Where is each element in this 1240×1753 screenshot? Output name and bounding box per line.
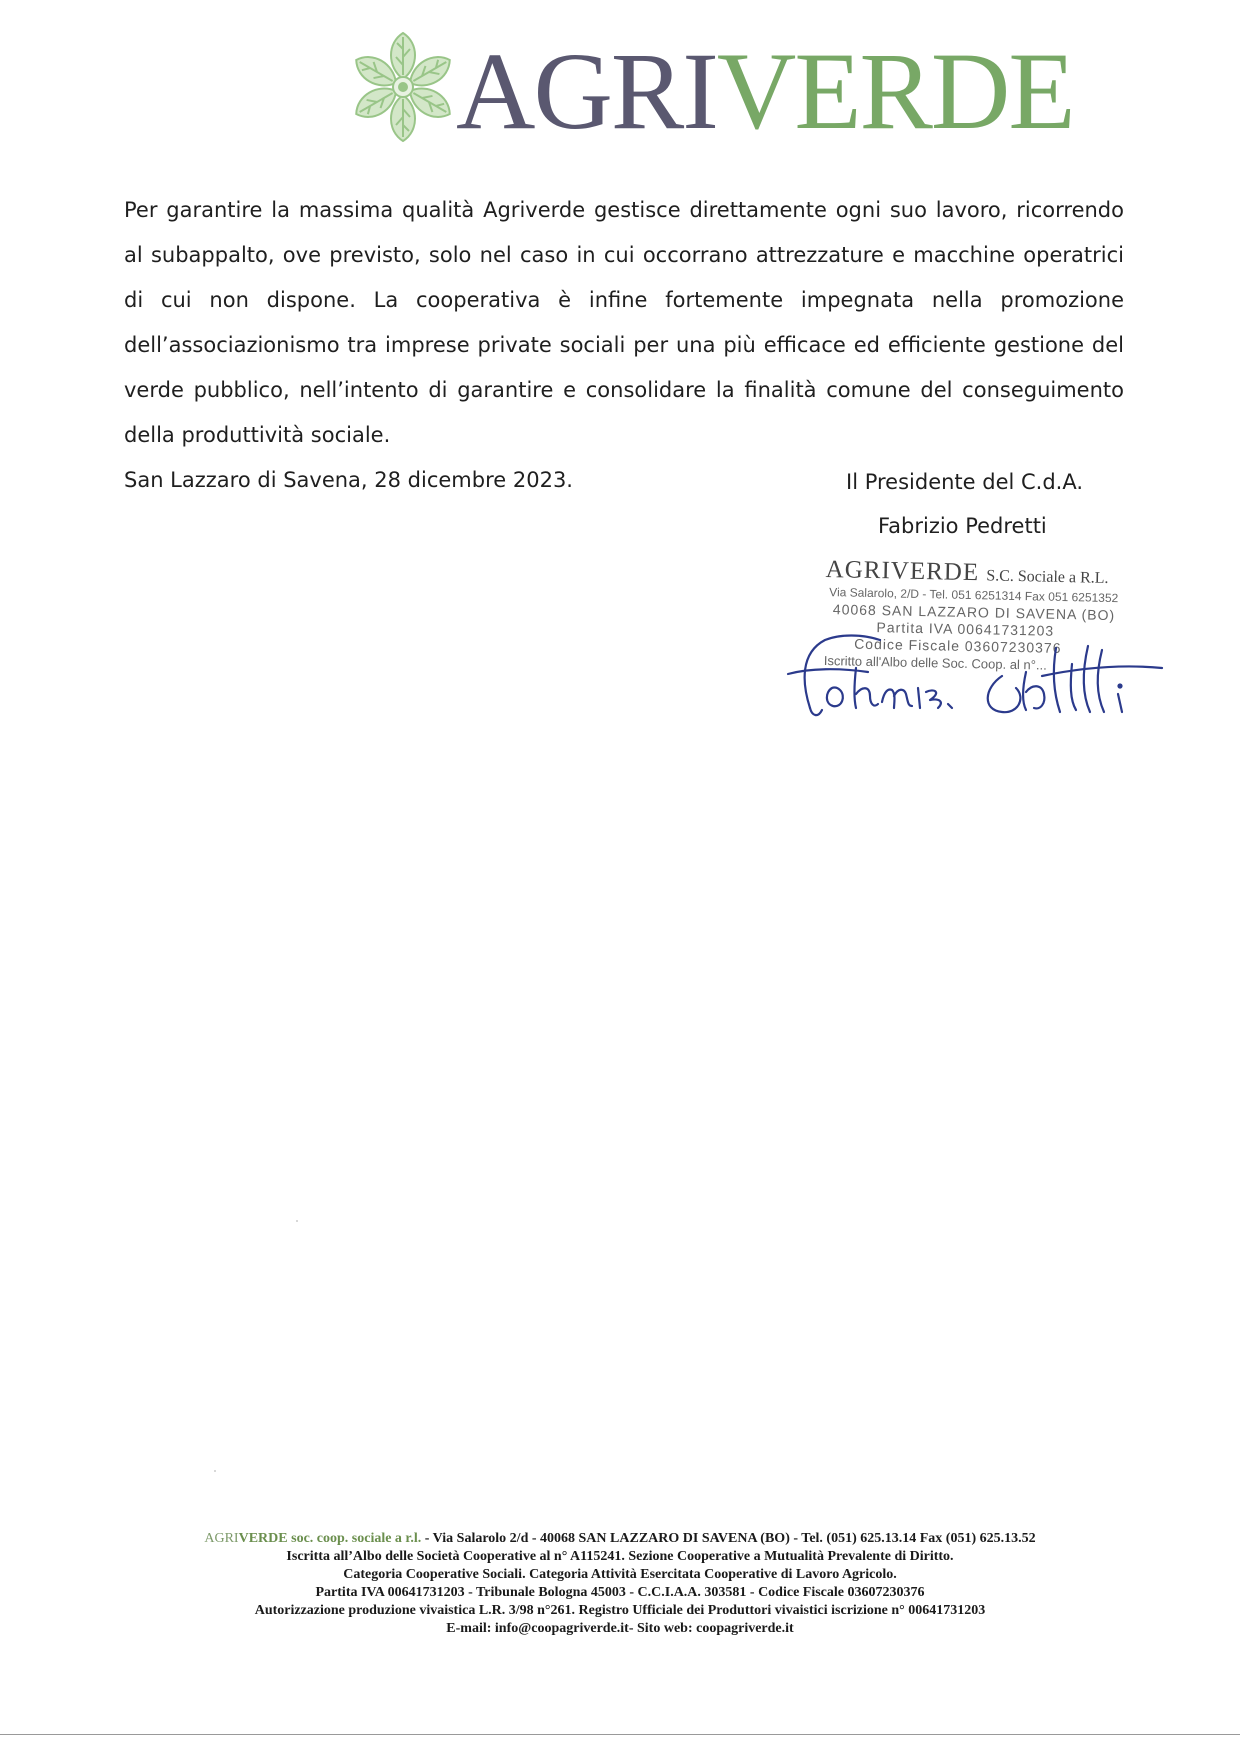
- footer-line-1: [130, 1530, 1110, 1548]
- footer: [130, 1530, 1110, 1638]
- footer-line-4: Partita IVA 00641731203 - Tribunale Bologna 45003 - C.C.I.A.A. 303581 - Codice Fiscale 03607230376: [315, 1585, 925, 1600]
- footer-line-6: E-mail: info@coopagriverde.it- Sito web: coopagriverde.it: [446, 1621, 794, 1636]
- bottom-rule: [0, 1734, 1240, 1735]
- stamp-vat: Partita IVA 00641731203: [876, 619, 1055, 639]
- logo-wordmark: [456, 30, 1074, 152]
- footer-line-3: Categoria Cooperative Sociali. Categoria Attività Esercitata Cooperative di Lavoro Agricolo.: [343, 1567, 897, 1582]
- footer-brand-agri: AGRI: [204, 1531, 239, 1546]
- logo-agri: AGRI: [456, 30, 717, 152]
- handwritten-signature: [770, 628, 1190, 728]
- president-title: Il Presidente del C.d.A.: [846, 470, 1084, 494]
- body-paragraph: Per garantire la massima qualità Agriverde gestisce direttamente ogni suo lavoro, ricorrendo al subappalto, ove previsto, solo nel caso in cui occorrano attrezzature e macchine operatrici di cui non dispone. La cooperativa è infine fortemente impegnata nella promozione dell’associazionismo tra imprese private sociali per una più efficace ed efficiente gestione del verde pubblico, nell’intento di garantire e consolidare la finalità comune del conseguimento della produttività sociale.: [124, 198, 1124, 447]
- stamp-registry: Iscritto all'Albo delle Soc. Coop. al n°...: [823, 652, 1047, 673]
- stamp-city: 40068 SAN LAZZARO DI SAVENA (BO): [832, 601, 1116, 624]
- stamp-address: Via Salarolo, 2/D - Tel. 051 6251314 Fax 051 6251352: [829, 585, 1119, 606]
- footer-line-2: Iscritta all’Albo delle Società Cooperative al n° A115241. Sezione Cooperative a Mutualità Prevalente di Diritto.: [286, 1549, 954, 1564]
- footer-line-5: Autorizzazione produzione vivaistica L.R. 3/98 n°261. Registro Ufficiale dei Produttori vivaistici iscrizione n° 00641731203: [254, 1603, 986, 1618]
- leaf-flower-icon: [338, 28, 468, 146]
- footer-address: - Via Salarolo 2/d - 40068 SAN LAZZARO DI SAVENA (BO) - Tel. (051) 625.13.14 Fax (051) 625.13.52: [421, 1531, 1036, 1546]
- stamp-tax-code: Codice Fiscale 03607230376: [854, 635, 1062, 656]
- footer-brand: [204, 1531, 421, 1546]
- scan-speck: [214, 1470, 216, 1472]
- place-date: San Lazzaro di Savena, 28 dicembre 2023.: [124, 468, 573, 492]
- logo-verde: VERDE: [716, 30, 1074, 152]
- footer-brand-rest: VERDE soc. coop. sociale a r.l.: [238, 1531, 422, 1546]
- stamp-name-suffix: S.C. Sociale a R.L.: [986, 567, 1109, 587]
- stamp-name: AGRIVERDE: [825, 556, 980, 587]
- logo: [338, 22, 1074, 152]
- president-name: Fabrizio Pedretti: [878, 514, 1047, 538]
- scan-speck: [296, 1220, 298, 1222]
